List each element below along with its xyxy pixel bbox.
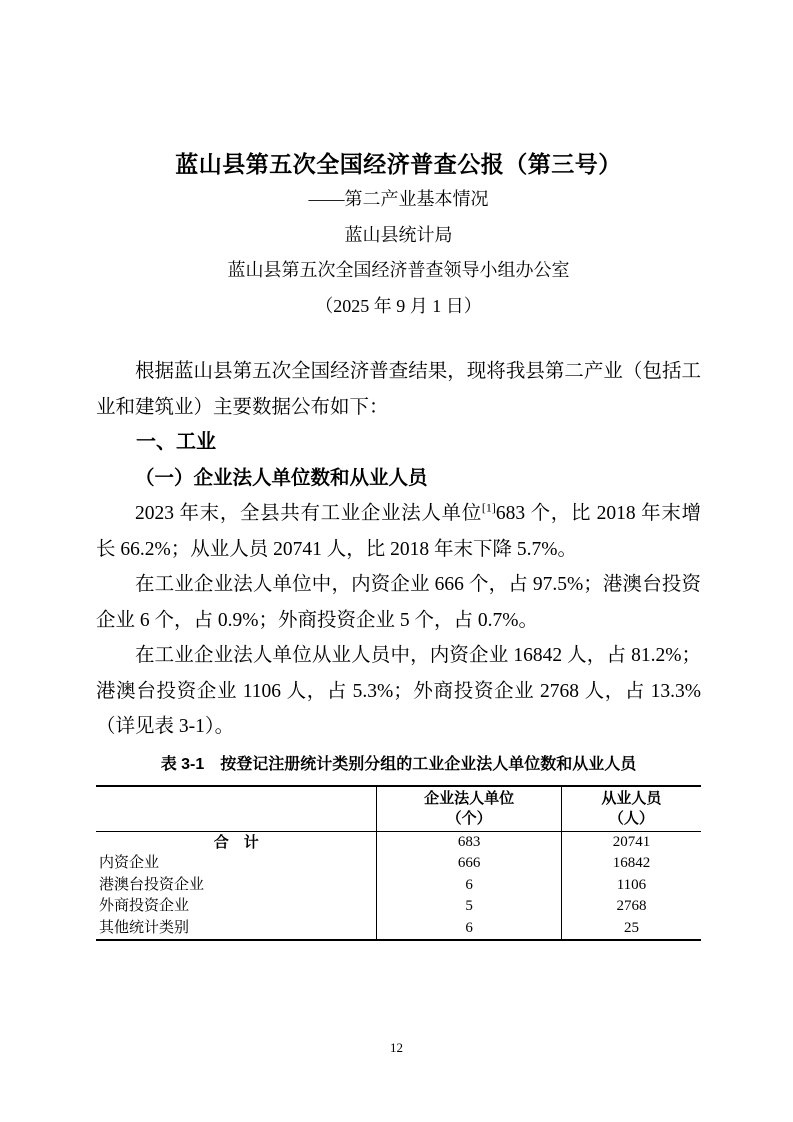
page-number: 12 xyxy=(390,1040,403,1055)
row-units-value: 666 xyxy=(377,853,561,874)
table-caption-text: 按登记注册统计类别分组的工业企业法人单位数和从业人员 xyxy=(220,755,637,773)
document-title: 蓝山县第五次全国经济普查公报（第三号） xyxy=(175,151,622,177)
table-caption-label: 表 3-1 xyxy=(160,755,205,773)
body-text xyxy=(96,354,701,745)
header-persons-name: 从业人员 xyxy=(601,789,662,807)
table-row-foreign-invested xyxy=(96,896,701,917)
row-units-value: 683 xyxy=(377,832,561,854)
row-label: 外商投资企业 xyxy=(99,898,190,915)
table-row-hmt-invested xyxy=(96,875,701,896)
paragraph-units xyxy=(96,496,701,567)
row-persons-value: 20741 xyxy=(561,832,701,854)
row-units-value: 6 xyxy=(377,875,561,896)
table-row-domestic xyxy=(96,853,701,874)
paragraph-unit-breakdown: 在工业企业法人单位中，内资企业 666 个，占 97.5%；港澳台投资企业 6 个，占 0.9%；外商投资企业 5 个，占 0.7%。 xyxy=(96,574,701,631)
row-persons-value: 16842 xyxy=(561,853,701,874)
header-units-name: 企业法人单位 xyxy=(424,789,515,807)
issuer-primary: 蓝山县统计局 xyxy=(344,224,453,245)
footnote-marker: [1] xyxy=(481,500,496,515)
section-heading-industry: 一、工业 xyxy=(136,431,216,453)
intro-paragraph: 根据蓝山县第五次全国经济普查结果，现将我县第二产业（包括工业和建筑业）主要数据公布如下： xyxy=(96,361,701,418)
table-row-other-category xyxy=(96,918,701,940)
paragraph-units-text-after: 683 个，比 2018 年末增长 66.2%；从业人员 20741 人，比 2018 年末下降 5.7%。 xyxy=(96,503,701,560)
table-caption xyxy=(96,754,701,776)
paragraph-units-text-before: 2023 年末，全县共有工业企业法人单位 xyxy=(135,503,482,524)
row-label: 港澳台投资企业 xyxy=(99,876,205,893)
document-header xyxy=(96,146,701,324)
header-units-unit: （个） xyxy=(446,809,492,827)
row-units-value: 5 xyxy=(377,896,561,917)
header-units-cell xyxy=(377,786,561,832)
row-label: 内资企业 xyxy=(99,855,160,872)
issuer-secondary: 蓝山县第五次全国经济普查领导小组办公室 xyxy=(227,260,570,280)
header-category-cell xyxy=(96,786,377,832)
row-persons-value: 1106 xyxy=(561,875,701,896)
header-persons-unit: （人） xyxy=(608,809,654,827)
statistics-table xyxy=(96,785,701,942)
row-persons-value: 25 xyxy=(561,918,701,940)
row-persons-value: 2768 xyxy=(561,896,701,917)
paragraph-employee-breakdown: 在工业企业法人单位从业人员中，内资企业 16842 人，占 81.2%；港澳台投资企业 1106 人，占 5.3%；外商投资企业 2768 人，占 13.3%（详见表 3-1）。 xyxy=(96,645,701,737)
subsection-heading-legal-units: （一）企业法人单位数和从业人员 xyxy=(135,467,428,489)
table-header-row xyxy=(96,786,701,832)
header-persons-cell xyxy=(561,786,701,832)
row-label: 其他统计类别 xyxy=(99,919,190,936)
row-units-value: 6 xyxy=(377,918,561,940)
row-label: 合 计 xyxy=(213,834,259,851)
document-subtitle: ——第二产业基本情况 xyxy=(308,189,489,209)
table-row-total xyxy=(96,832,701,854)
publication-date: （2025 年 9 月 1 日） xyxy=(315,295,482,316)
